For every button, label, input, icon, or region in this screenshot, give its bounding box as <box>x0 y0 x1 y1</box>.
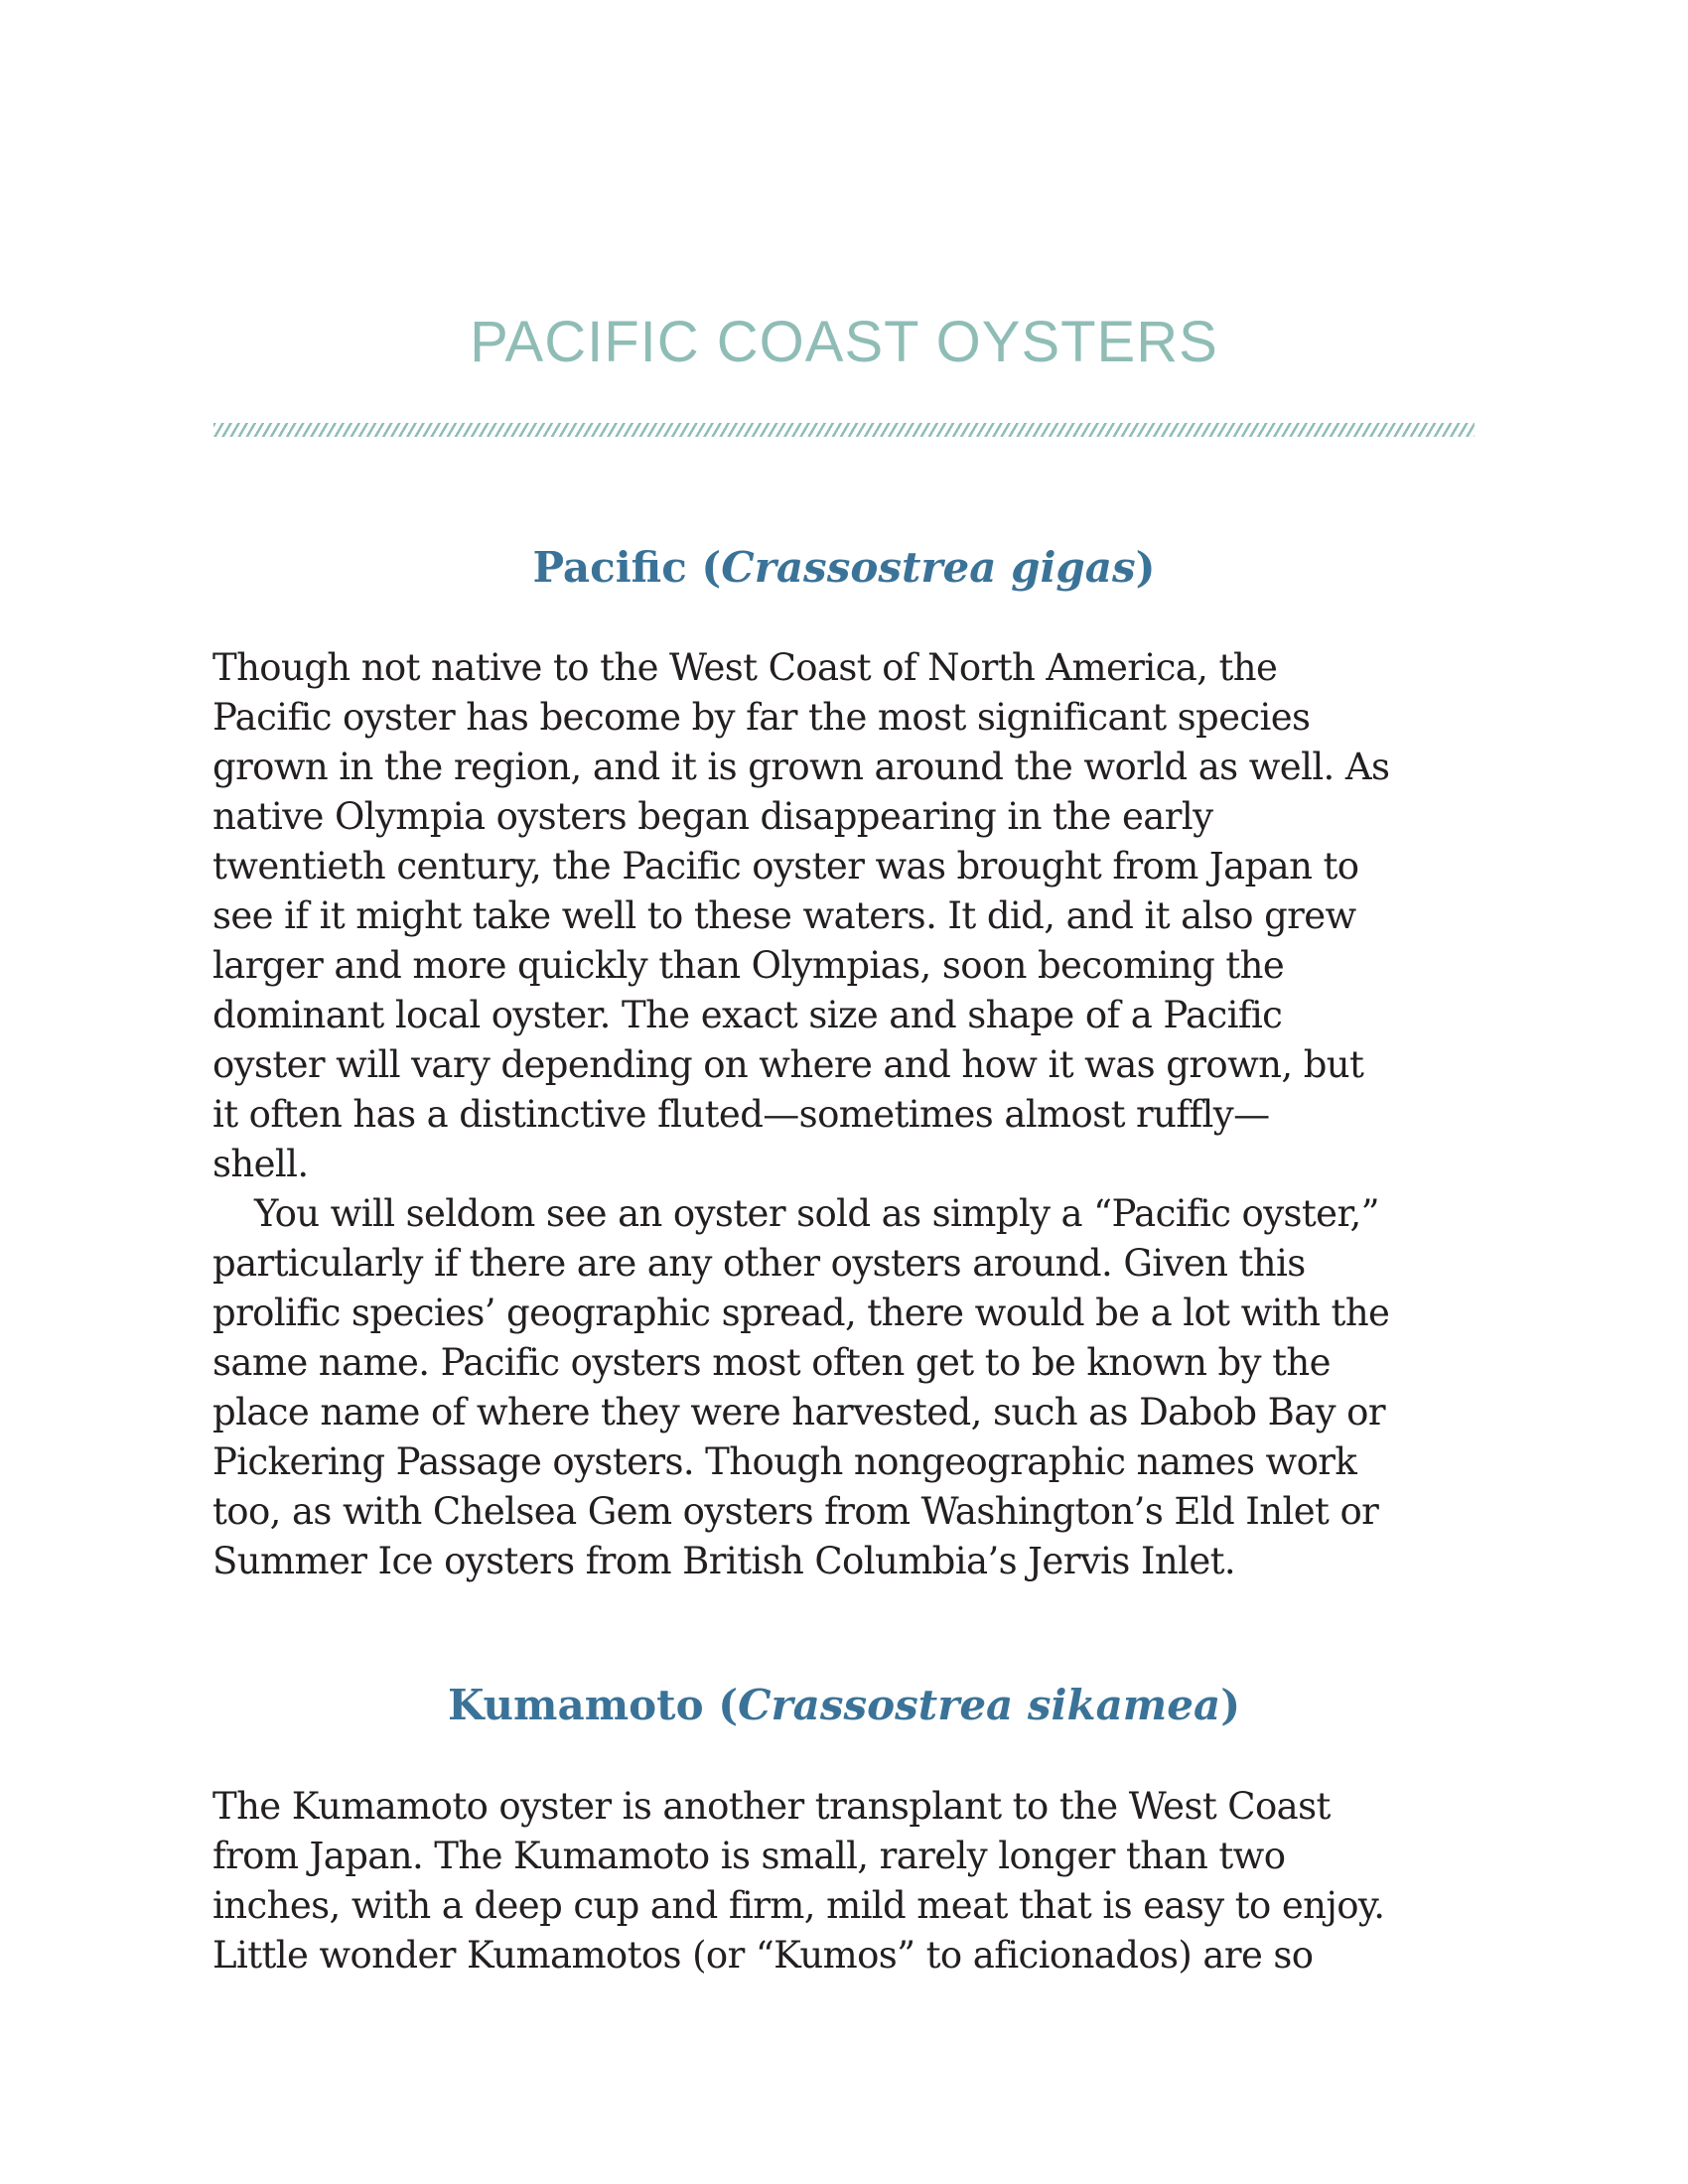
text-line: particularly if there are any other oysters around. Given this <box>212 1242 1306 1285</box>
text-line: Pacific oyster has become by far the most significant species <box>212 696 1311 739</box>
heading-species-name: Crassostrea sikamea <box>738 1681 1221 1729</box>
heading-open-paren: ( <box>703 1681 739 1729</box>
text-line: twentieth century, the Pacific oyster was brought from Japan to <box>212 845 1359 887</box>
text-line: see if it might take well to these waters. It did, and it also grew <box>212 894 1356 937</box>
text-line: same name. Pacific oysters most often get to be known by the <box>212 1341 1331 1384</box>
text-line: larger and more quickly than Olympias, soon becoming the <box>212 944 1285 987</box>
hatched-divider <box>213 423 1475 437</box>
text-line: You will seldom see an oyster sold as simply a “Pacific oyster,” <box>254 1192 1379 1235</box>
text-line: Little wonder Kumamotos (or “Kumos” to aficionados) are so <box>212 1934 1314 1977</box>
section-heading-pacific <box>0 540 1688 596</box>
text-line: Pickering Passage oysters. Though nongeographic names work <box>212 1440 1357 1483</box>
text-line: dominant local oyster. The exact size and shape of a Pacific <box>212 994 1283 1036</box>
heading-close-paren: ) <box>1135 543 1156 592</box>
text-line: prolific species’ geographic spread, there would be a lot with the <box>212 1292 1390 1334</box>
text-line: from Japan. The Kumamoto is small, rarely longer than two <box>212 1835 1286 1877</box>
text-line: Though not native to the West Coast of North America, the <box>212 646 1278 689</box>
heading-species-name: Crassostrea gigas <box>721 543 1136 592</box>
section-heading-kumamoto <box>0 1678 1688 1733</box>
heading-common-name: Kumamoto <box>447 1681 704 1729</box>
text-line: too, as with Chelsea Gem oysters from Washington’s Eld Inlet or <box>212 1490 1379 1533</box>
text-line: Summer Ice oysters from British Columbia’s Jervis Inlet. <box>212 1540 1236 1582</box>
text-line: oyster will vary depending on where and how it was grown, but <box>212 1043 1364 1086</box>
text-line: shell. <box>212 1143 309 1185</box>
page-title: PACIFIC COAST OYSTERS <box>470 310 1218 374</box>
heading-open-paren: ( <box>686 543 722 592</box>
text-line: inches, with a deep cup and firm, mild meat that is easy to enjoy. <box>212 1884 1385 1927</box>
section-body-kumamoto <box>212 1782 1483 1980</box>
text-line: place name of where they were harvested, such as Dabob Bay or <box>212 1391 1385 1433</box>
text-line: The Kumamoto oyster is another transplant to the West Coast <box>212 1785 1331 1828</box>
text-line: grown in the region, and it is grown around the world as well. As <box>212 746 1390 788</box>
text-line: native Olympia oysters began disappearing in the early <box>212 795 1213 838</box>
heading-common-name: Pacific <box>532 543 687 592</box>
section-body-pacific <box>212 643 1483 1586</box>
text-line: it often has a distinctive fluted—sometimes almost ruffly— <box>212 1093 1270 1136</box>
heading-close-paren: ) <box>1220 1681 1241 1729</box>
